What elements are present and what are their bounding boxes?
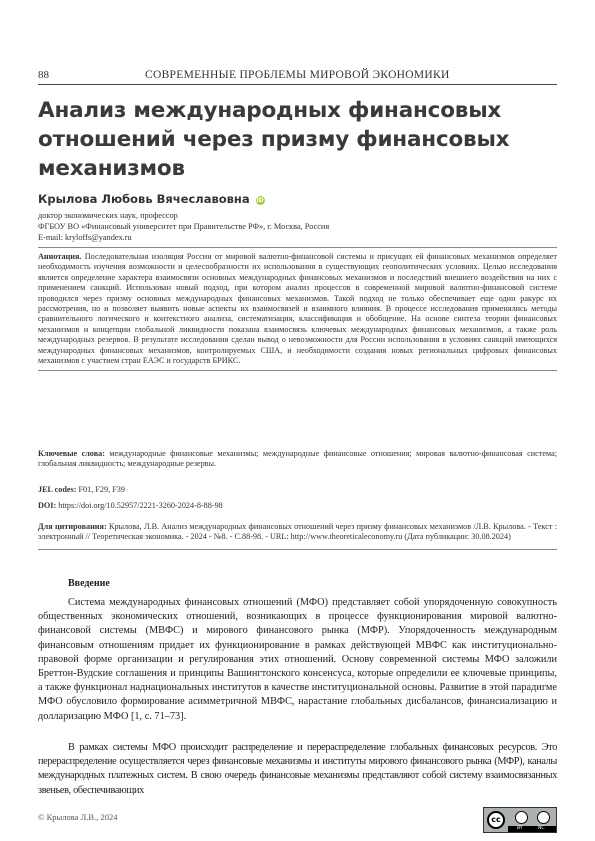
- citation-label: Для цитирования:: [38, 522, 107, 531]
- article-title: Анализ международных финансовых отношений через призму финансовых механизмов: [38, 98, 510, 181]
- journal-section-title: СОВРЕМЕННЫЕ ПРОБЛЕМЫ МИРОВОЙ ЭКОНОМИКИ: [145, 69, 450, 81]
- author-line: [38, 192, 265, 206]
- author-email[interactable]: E-mail: kryloffs@yandex.ru: [38, 233, 132, 242]
- keywords: [38, 449, 557, 470]
- cc-icon: cc: [487, 811, 505, 829]
- copyright: © Крылова Л.В., 2024: [38, 812, 118, 822]
- citation: [38, 522, 557, 543]
- abstract: [38, 252, 557, 366]
- body-paragraph-2: В рамках системы МФО происходит распределение и перераспределение глобальных финансовых ресурсов. Это перераспределение осуществляется через финансовые механизмы и институты мирового финансового рынка (МФР), каналы международных платежных систем. В свою очередь финансовые механизмы представляют собой систему взаимосвязанных звеньев, обеспечивающих: [38, 742, 557, 796]
- doi-link[interactable]: https://doi.org/10.52957/2221-3260-2024-8-88-98: [56, 501, 223, 510]
- cc-license-badge[interactable]: [483, 807, 557, 833]
- keywords-label: Ключевые слова:: [38, 449, 105, 458]
- orcid-icon[interactable]: iD: [256, 197, 264, 204]
- author-degree: доктор экономических наук, профессор: [38, 211, 178, 220]
- doi: [38, 501, 557, 511]
- author-name: Крылова Любовь Вячеславовна: [38, 192, 250, 206]
- citation-block: [38, 522, 557, 550]
- doi-label: DOI:: [38, 501, 57, 510]
- by-icon: [515, 811, 528, 824]
- section-heading: Введение: [68, 578, 110, 589]
- body-paragraph-1: Система международных финансовых отношений (МФО) представляет собой упорядоченную совокупность общественных экономических отношений, возникающих в процессе функционирования мировой валютно-финансовой системы (МВФС) и мирового финансового рынка (МФР). Упорядоченность международным финансовым отношениям придает их функционирование в рамках действующей МВФС как институционально-правовой форме организации и регулирования этих отношений. Основу современной системы МФО заложили Бреттон-Вудские соглашения и принципы Вашингтонского консенсуса, которые определили ее ключевые принципы, а также функционал наднациональных институтов в качестве институциональной основы. Развитие в этой парадигме МФО обусловило формирование асимметричной МВФС, нарастание глобальных дисбалансов, финансиализацию и долларизацию МФО [1, с. 71–73].: [38, 597, 557, 722]
- abstract-text: Последовательная изоляция России от мировой валютно-финансовой системы и присущих ей финансовых механизмов определяет необходимость изучения возможности и целесообразности их использования в существующих геополитических условиях. Целью исследования является определение характера взаимосвязи основных международных финансовых механизмов и последствий внешнего воздействия на них с применением санкций. Использован новый подход, при котором анализ процессов в современной мировой валютно-финансовой системе проводился через призму основных международных финансовых механизмов. Такой подход не только обеспечивает еще один ракурс их рассмотрения, но и позволяет выявить новые аспекты их взаимосвязей и взаимного влияния. В процессе исследования применялись методы сравнительного логического и контекстного анализа, систематизация, классификация и обобщение. На основе синтеза теории финансовых механизмов и концепции глобальной ликвидности показана взаимосвязь ключевых международных финансовых механизмов, а также роль международных резервов. В результате исследования сделан вывод о невозможности для России использования в условиях санкций имеющихся международных финансовых механизмов, контролируемых США, и необходимости создания новых региональных цифровых финансовых механизмов с участием стран ЕАЭС и государств БРИКС.: [38, 252, 557, 366]
- abstract-block: [38, 247, 557, 371]
- jel-codes: [38, 485, 557, 495]
- nc-label: NC: [538, 826, 545, 831]
- abstract-label: Аннотация.: [38, 252, 82, 261]
- license-bar: [508, 826, 556, 832]
- jel-label: JEL codes:: [38, 485, 77, 494]
- citation-text: Крылова, Л.В. Анализ международных финансовых отношений через призму финансовых механизмов /Л.В. Крылова. - Текст : электронный // Теоретическая экономика. - 2024 - №8. - С.88-98. - URL: http://www.theoreticaleconomy.ru (Дата публикации: 30.08.2024): [38, 522, 557, 542]
- page-number: 88: [38, 69, 49, 81]
- by-label: BY: [517, 826, 523, 831]
- header-divider: [38, 84, 557, 85]
- keywords-text: международные финансовые механизмы; международные финансовые отношения; мировая валютно-финансовая система; глобальная ликвидность; международные резервы.: [38, 449, 557, 469]
- jel-text: F01, F29, F39: [76, 485, 125, 494]
- author-affiliation: ФГБОУ ВО «Финансовый университет при Правительстве РФ», г. Москва, Россия: [38, 222, 330, 231]
- nc-icon: [537, 811, 550, 824]
